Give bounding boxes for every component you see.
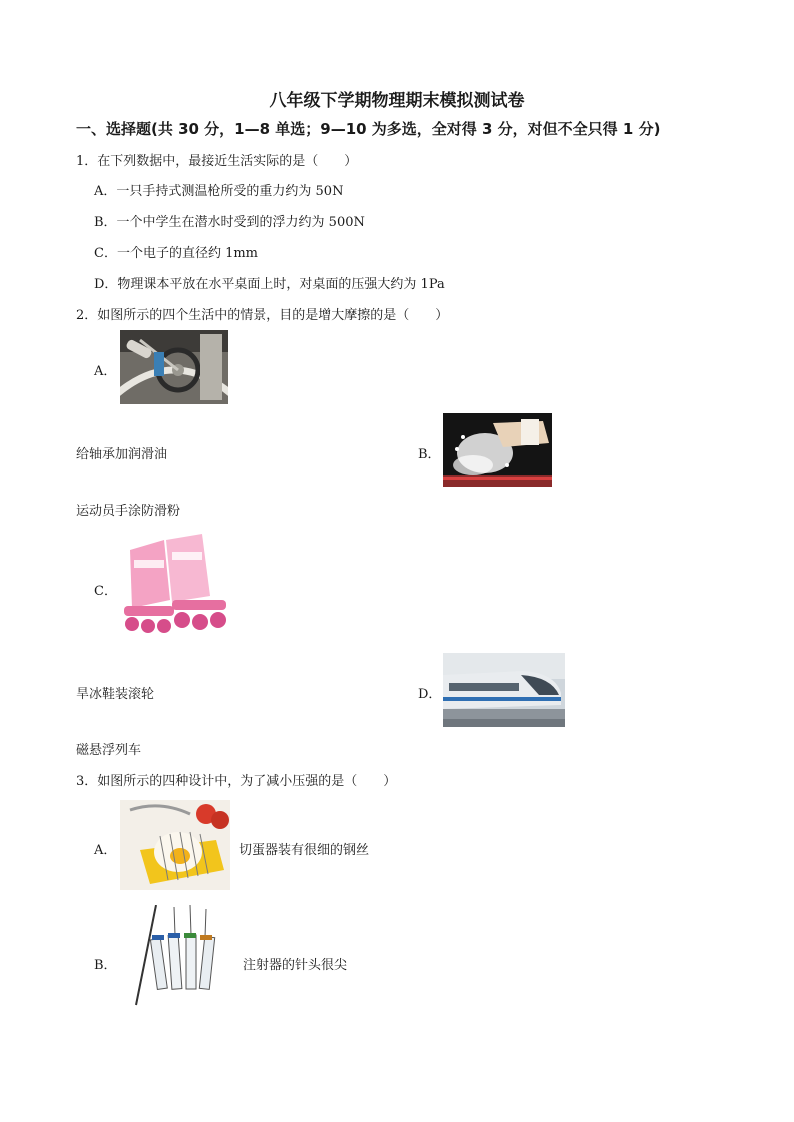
section-heading: 一、选择题(共 30 分，1—8 单选；9—10 为多选，全对得 3 分，对但不全只得 1 分) xyxy=(76,120,661,138)
question-3-option-b-caption: 注射器的针头很尖 xyxy=(243,958,348,973)
question-2-option-d-label: D． xyxy=(418,687,442,702)
question-2-option-a-label: A． xyxy=(94,364,117,379)
syringes-image xyxy=(126,905,230,1010)
question-1-option-c: C．一个电子的直径约 1mm xyxy=(94,246,259,261)
question-2-option-c-caption: 旱冰鞋装滚轮 xyxy=(76,687,155,702)
bicycle-oiling-image xyxy=(120,330,228,404)
question-3-option-b-label: B． xyxy=(94,958,117,973)
egg-slicer-image xyxy=(120,800,230,890)
question-2-option-a-caption: 给轴承加润滑油 xyxy=(76,447,168,462)
chalk-powder-hands-image xyxy=(443,413,552,487)
question-2-option-b-label: B． xyxy=(418,447,441,462)
question-3-option-a-label: A． xyxy=(94,843,117,858)
question-3-option-a-caption: 切蛋器装有很细的钢丝 xyxy=(239,843,370,858)
question-2-option-b-caption: 运动员手涂防滑粉 xyxy=(76,504,181,519)
question-1-option-a: A．一只手持式测温枪所受的重力约为 50N xyxy=(94,184,344,199)
question-1-option-d: D．物理课本平放在水平桌面上时，对桌面的压强大约为 1Pa xyxy=(94,277,445,292)
question-3-stem: 3．如图所示的四种设计中，为了减小压强的是（ ） xyxy=(76,774,397,789)
page-title: 八年级下学期物理期末模拟测试卷 xyxy=(269,91,525,111)
question-2-stem: 2．如图所示的四个生活中的情景，目的是增大摩擦的是（ ） xyxy=(76,308,449,323)
question-1-option-b: B．一个中学生在潜水时受到的浮力约为 500N xyxy=(94,215,365,230)
question-1-stem: 1．在下列数据中，最接近生活实际的是（ ） xyxy=(76,154,358,169)
question-2-option-c-label: C． xyxy=(94,584,117,599)
maglev-train-image xyxy=(443,653,565,727)
question-2-option-d-caption: 磁悬浮列车 xyxy=(76,743,142,758)
pink-roller-skates-image xyxy=(120,530,236,638)
